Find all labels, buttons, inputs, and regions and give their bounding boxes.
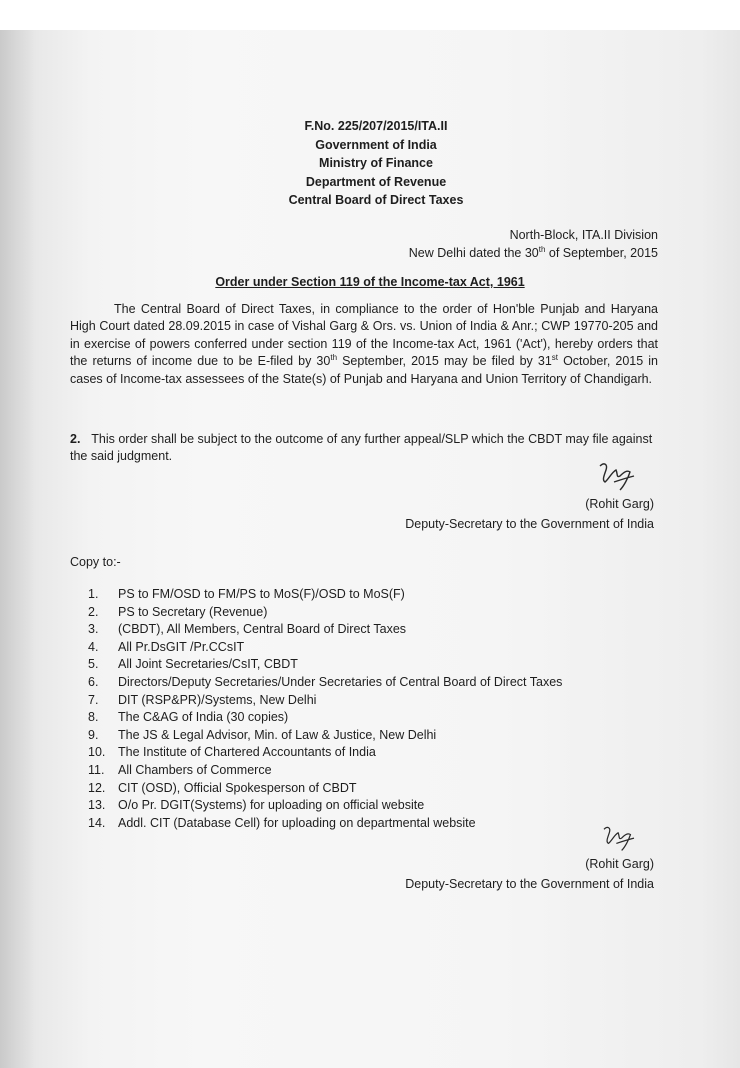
copy-to-label: Copy to:- [70,555,121,569]
file-number: F.No. 225/207/2015/ITA.II [304,119,448,133]
list-item-number: 11. [88,762,105,777]
signature-block-2 [405,824,654,894]
list-item [88,586,562,604]
department-name: Department of Revenue [305,174,447,189]
list-item-text: The JS & Legal Advisor, Min. of Law & Justice, New Delhi [118,727,437,742]
list-item [88,727,562,745]
list-item-number: 12. [88,780,106,795]
list-item-text: Directors/Deputy Secretaries/Under Secretaries of Central Board of Direct Taxes [118,674,563,689]
list-item [88,621,562,639]
signatory-designation: Deputy-Secretary to the Government of India [405,877,654,891]
date-line: New Delhi dated the 30th of September, 2015 [408,244,658,260]
list-item-number: 4. [88,639,99,654]
list-item-text: The C&AG of India (30 copies) [118,710,289,725]
list-item-number: 9. [88,727,99,742]
list-item-text: (CBDT), All Members, Central Board of Direct Taxes [118,622,407,637]
list-item-text: PS to Secretary (Revenue) [118,604,268,619]
list-item-number: 2. [88,604,99,619]
list-item-text: O/o Pr. DGIT(Systems) for uploading on official website [118,798,425,813]
list-item [88,709,562,727]
signature-block-1 [405,460,654,534]
list-item-text: CIT (OSD), Official Spokesperson of CBDT [118,780,357,795]
list-item [88,639,562,657]
list-item [88,604,562,622]
signatory-name: (Rohit Garg) [585,857,654,871]
list-item-number: 10. [88,745,106,760]
government-name: Government of India [315,137,437,152]
list-item-number: 5. [88,657,99,672]
list-item-number: 8. [88,710,99,725]
list-item [88,744,562,762]
division-line: North-Block, ITA.II Division [509,228,658,242]
signatory-name: (Rohit Garg) [585,497,654,511]
list-item [88,656,562,674]
list-item-text: All Joint Secretaries/CsIT, CBDT [118,657,298,672]
list-item-text: All Chambers of Commerce [118,762,272,777]
order-paragraph-2: 2. This order shall be subject to the outcome of any further appeal/SLP which the CBDT may file against the said judgment. [70,432,653,464]
list-item-number: 3. [88,622,99,637]
list-item-number: 1. [88,587,99,601]
ministry-name: Ministry of Finance [319,156,433,170]
list-item-text: All Pr.DsGIT /Pr.CCsIT [118,639,245,654]
place-and-date [409,226,658,262]
order-paragraph-1: The Central Board of Direct Taxes, in compliance to the order of Hon'ble Punjab and Haryana High Court dated 28.09.2015 in case of Vishal Garg & Ors. vs. Union of India & Anr.; CWP 19770-205 and in exercise of powers conferred under section 119 of the Income-tax Act, 1961 ('Act'), hereby orders that the returns of income due to be E-filed by 30th September, 2015 may be filed by 31st October, 2015 in cases of Income-tax assessees of the State(s) of Punjab and Haryana and Union Territory of Chandigarh. [70,302,659,386]
list-item-text: The Institute of Chartered Accountants of India [118,745,376,760]
list-item-number: 13. [88,798,106,813]
handwritten-signature-icon [598,824,640,854]
list-item-text: PS to FM/OSD to FM/PS to MoS(F)/OSD to MoS(F) [118,587,405,601]
handwritten-signature-icon [594,460,640,494]
scan-border [0,0,740,30]
list-item [88,762,562,780]
order-subject: Order under Section 119 of the Income-tax Act, 1961 [215,275,525,289]
list-item-number: 7. [88,692,99,707]
board-name: Central Board of Direct Taxes [288,193,464,207]
list-item-text: Addl. CIT (Database Cell) for uploading on departmental website [118,815,476,830]
signatory-designation: Deputy-Secretary to the Government of India [405,517,654,531]
list-item [88,692,562,710]
list-item-number: 14. [88,815,106,830]
list-item-number: 6. [88,674,99,689]
list-item [88,674,562,692]
list-item [88,797,562,815]
paragraph-number: 2. [70,432,81,446]
list-item-text: DIT (RSP&PR)/Systems, New Delhi [118,692,317,707]
list-item [88,780,562,798]
copy-to-list [88,586,562,832]
document-header [0,117,740,210]
